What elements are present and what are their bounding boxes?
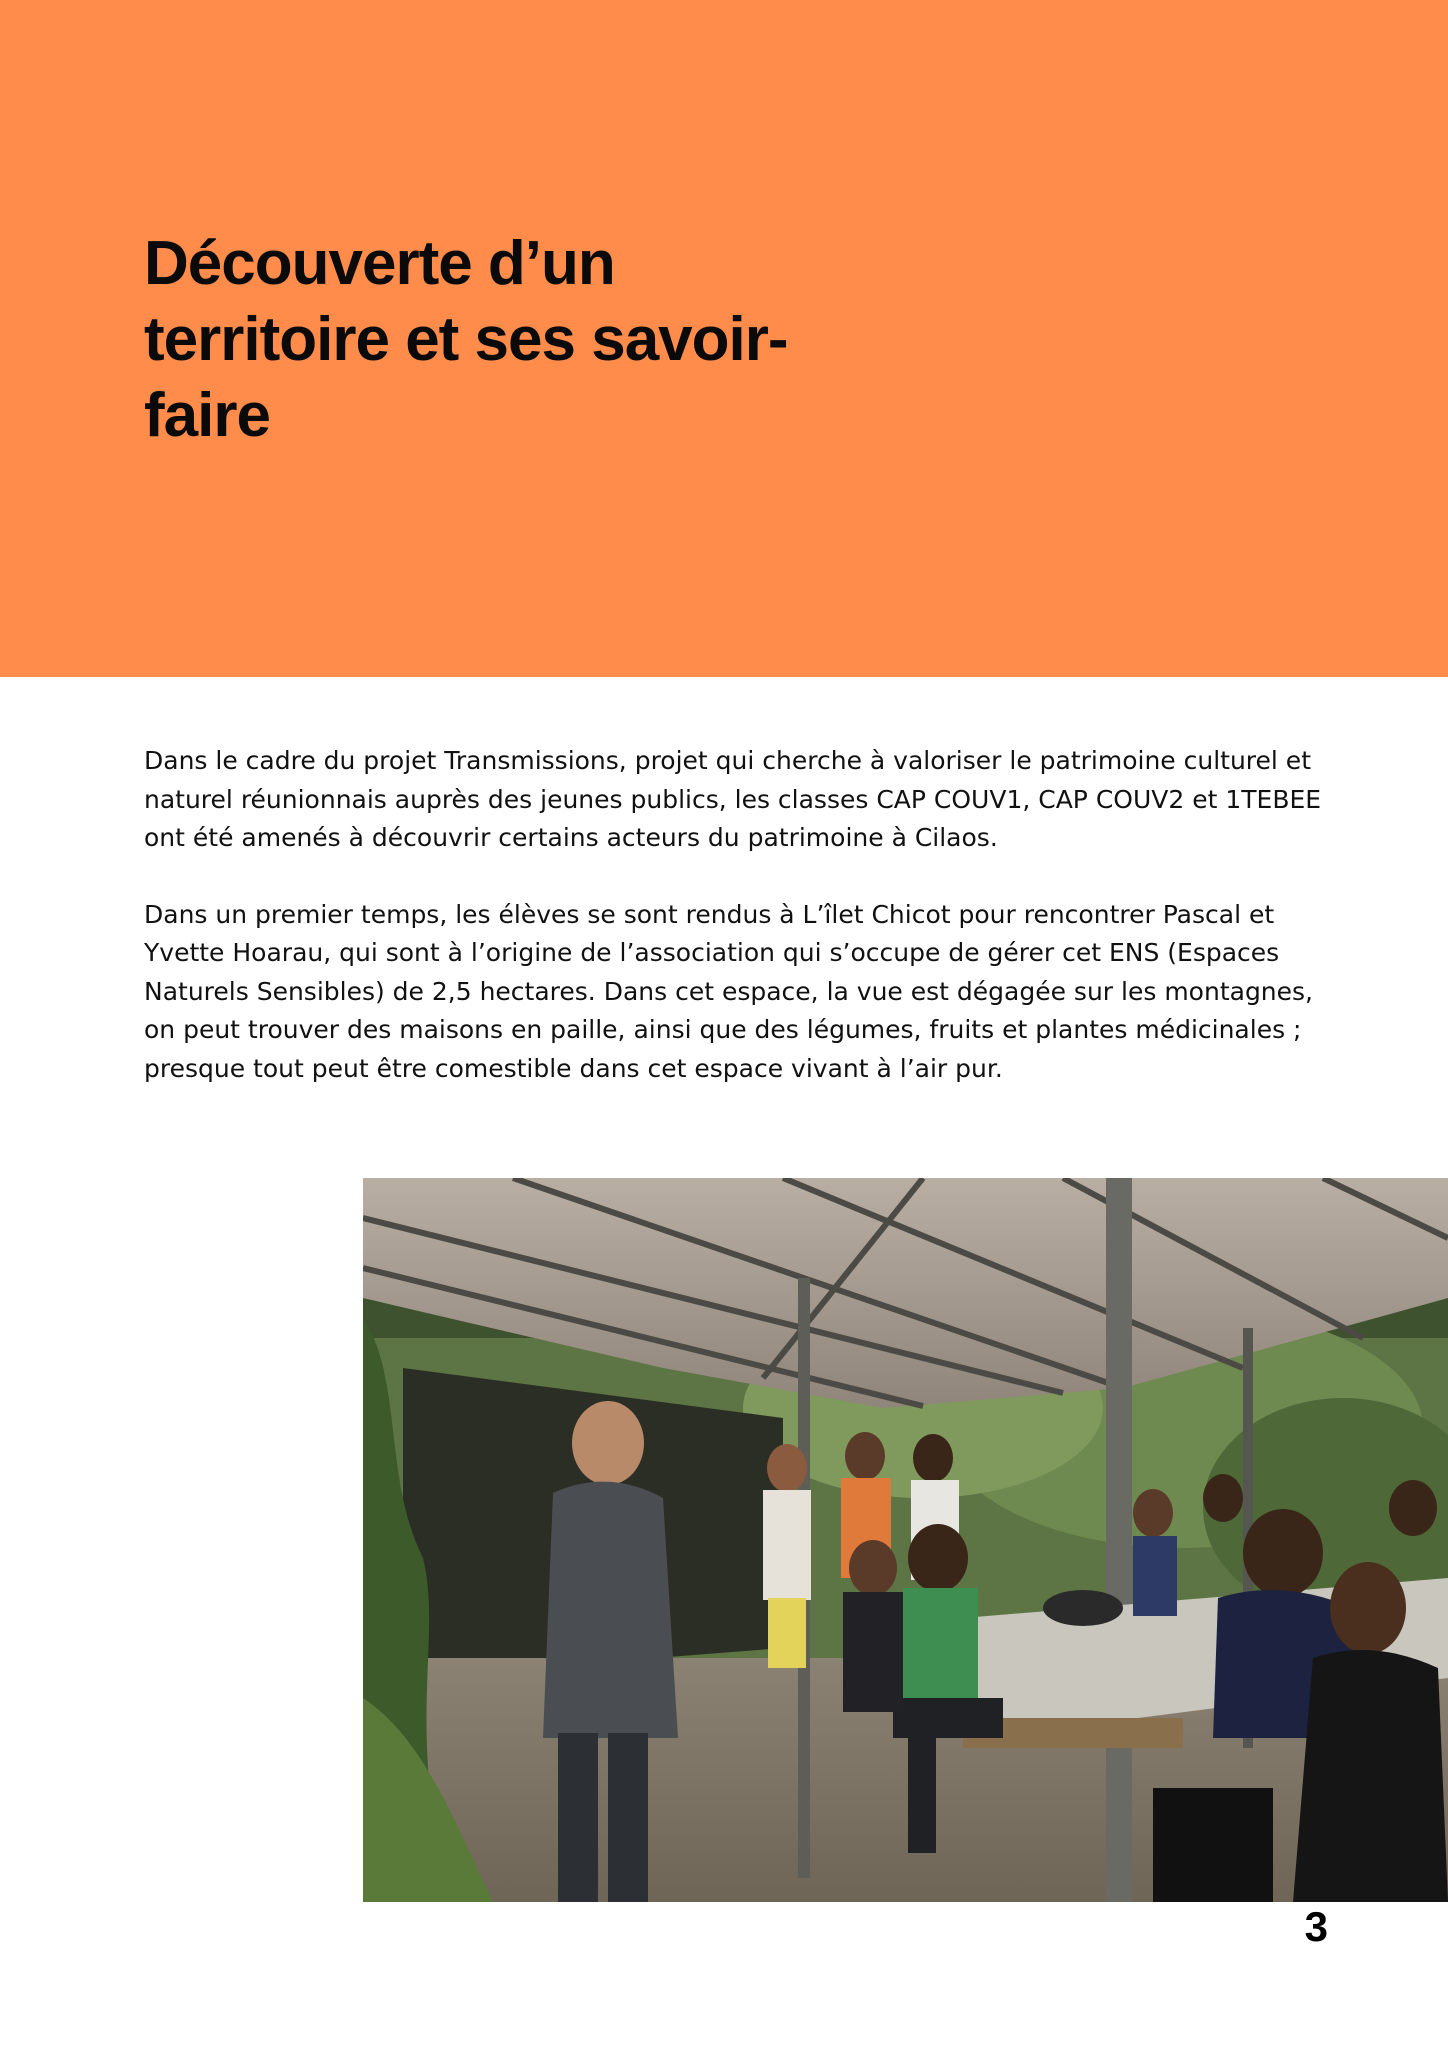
page-number: 3: [1304, 1903, 1328, 1950]
paragraph-intro: Dans le cadre du projet Transmissions, projet qui cherche à valoriser le patrimoine culturel et naturel réunionnais auprès des jeunes publics, les classes CAP COUV1, CAP COUV2 et 1TEBEE ont été amenés à découvrir certains acteurs du patrimoine à Cilaos.: [144, 746, 1322, 852]
photo-illustration: [363, 1178, 1448, 1902]
body-text: [144, 742, 1324, 1126]
page-title: Découverte d’un territoire et ses savoir-faire: [144, 229, 788, 450]
photo-students-shelter: [363, 1178, 1448, 1902]
paragraph-visit: Dans un premier temps, les élèves se sont rendus à L’îlet Chicot pour rencontrer Pascal et Yvette Hoarau, qui sont à l’origine de l’association qui s’occupe de gérer cet ENS (Espaces Naturels Sensibles) de 2,5 hectares. Dans cet espace, la vue est dégagée sur les montagnes, on peut trouver des maisons en paille, ainsi que des légumes, fruits et plantes médicinales ; presque tout peut être comestible dans cet espace vivant à l’air pur.: [144, 899, 1314, 1083]
